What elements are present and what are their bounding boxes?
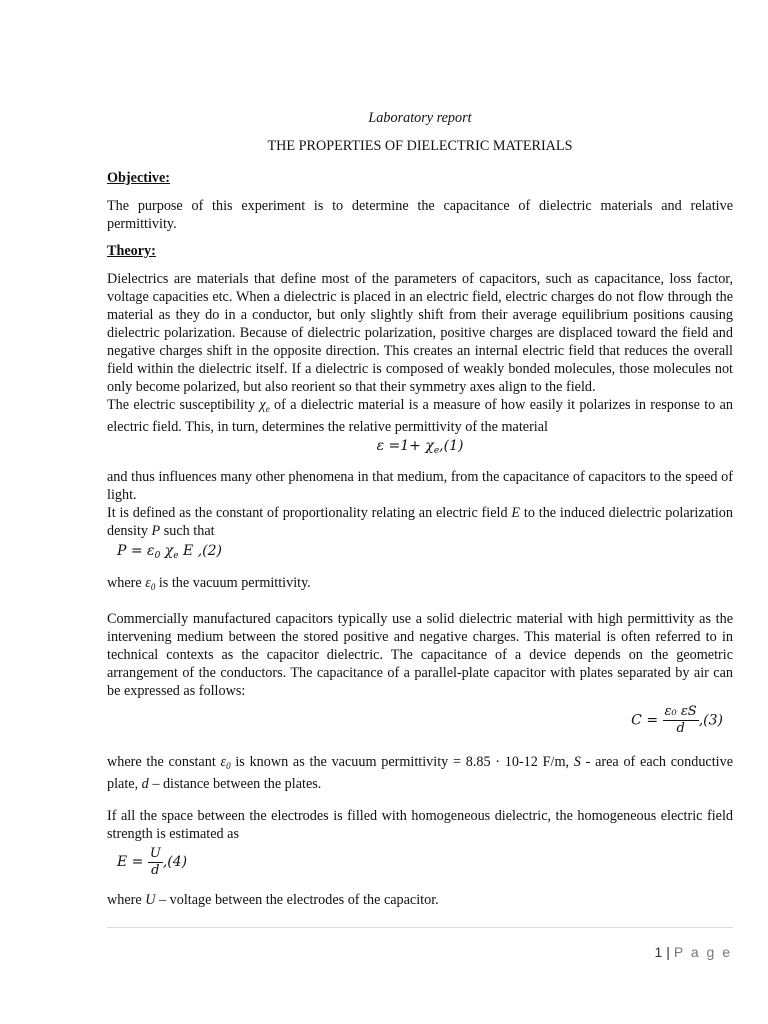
formula-1: $\varepsilon =1+ \chi_e,(1)$ bbox=[376, 438, 464, 456]
theory-paragraph-9: where U – voltage between the electrodes of the capacitor. bbox=[107, 892, 439, 908]
theory-paragraph-4: It is defined as the constant of proportionality relating an electric field E to the induced dielectric polarization density P such that bbox=[107, 505, 733, 539]
theory-paragraph-1: Dielectrics are materials that define most of the parameters of capacitors, such as capacitance, loss factor, voltage capacities etc. When a dielectric is placed in an electric field, electric charges do not flow through the material as they do in a conductor, but only slightly shift from their average equilibrium positions causing dielectric polarization. Because of dielectric polarization, positive charges are displaced toward the field and negative charges shift in the opposite direction. This creates an internal electric field that reduces the overall field within the dielectric itself. If a dielectric is composed of weakly bonded molecules, those molecules not only become polarized, but also reorient so that their symmetry axes align to the field. bbox=[107, 271, 733, 395]
theory-heading: Theory: bbox=[107, 243, 156, 259]
page-label: P a g e bbox=[673, 944, 732, 960]
theory-paragraph-5: where $\varepsilon_0$ is the vacuum permittivity. bbox=[107, 575, 311, 592]
formula-2: $P = \varepsilon_0$ $\chi_e$ E ,(2) bbox=[117, 543, 222, 561]
formula-3-fraction: $\frac{\text{ε₀ εS}}{d}$ bbox=[664, 704, 697, 736]
formula-3: C = $\frac{\text{ε₀ εS}}{d}$ ,(3) bbox=[631, 704, 723, 736]
theory-paragraph-6: Commercially manufactured capacitors typically use a solid dielectric material with high permittivity as the intervening medium between the stored positive and negative charges. This material is often referred to in technical contexts as the capacitor dielectric. The capacitance of a device depends on the geometric arrangement of the conductors. The capacitance of a parallel-plate capacitor with plates separated by air can be expressed as follows: bbox=[107, 611, 733, 699]
report-label: Laboratory report bbox=[368, 110, 472, 126]
objective-heading: Objective: bbox=[107, 170, 171, 186]
theory-paragraph-3: and thus influences many other phenomena in that medium, from the capacitance of capacitors to the speed of light. bbox=[107, 469, 733, 503]
page-separator: | bbox=[666, 944, 670, 960]
footer-divider bbox=[107, 927, 733, 928]
document-title: THE PROPERTIES OF DIELECTRIC MATERIALS bbox=[267, 138, 573, 154]
theory-paragraph-8: If all the space between the electrodes is filled with homogeneous dielectric, the homogeneous electric field strength is estimated as bbox=[107, 808, 733, 842]
document-page bbox=[107, 108, 733, 909]
formula-4: E = $\frac{U}{d}$ ,(4) bbox=[117, 845, 188, 878]
formula-4-fraction: $\frac{U}{d}$ bbox=[149, 845, 161, 878]
theory-paragraph-2: The electric susceptibility $\chi_e$ of a dielectric material is a measure of how easily it polarizes in response to an electric field. This, in turn, determines the relative permittivity of the material bbox=[107, 397, 733, 435]
objective-text: The purpose of this experiment is to determine the capacitance of dielectric materials and relative permittivity. bbox=[107, 198, 733, 232]
page-footer bbox=[654, 944, 732, 960]
page-number: 1 bbox=[654, 944, 663, 960]
theory-paragraph-7: where the constant $\varepsilon_0$ is known as the vacuum permittivity = 8.85 · 10-12 F/m, S - area of each conductive plate, d – distance between the plates. bbox=[107, 754, 733, 792]
